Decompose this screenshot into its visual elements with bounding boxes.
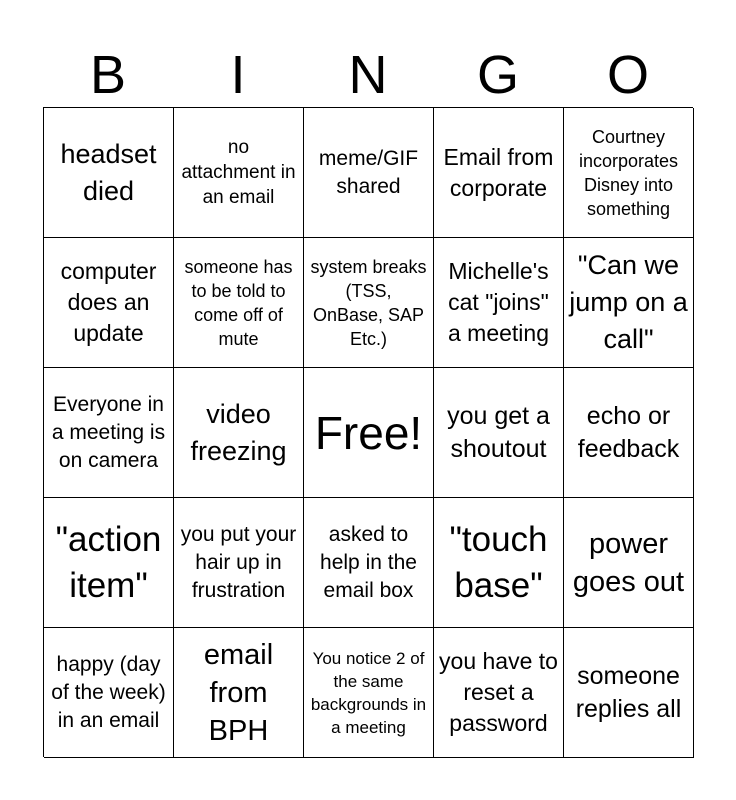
header-letter-o: O bbox=[606, 45, 649, 105]
cell-text: meme/GIF shared bbox=[318, 146, 419, 198]
free-space-text: Free! bbox=[314, 406, 423, 459]
cell-text: system breaks (TSS, OnBase, SAP Etc.) bbox=[310, 256, 427, 349]
header-letter-i: I bbox=[230, 45, 246, 105]
bingo-cell-b3[interactable] bbox=[44, 368, 174, 498]
cell-text: no attachment in an email bbox=[181, 137, 296, 208]
cell-text: "touch base" bbox=[449, 519, 548, 605]
bingo-cell-o2[interactable] bbox=[564, 238, 694, 368]
bingo-cell-i2[interactable] bbox=[174, 238, 304, 368]
header-letter-n: N bbox=[348, 45, 388, 105]
bingo-cell-g5[interactable] bbox=[434, 628, 564, 758]
cell-text: "action item" bbox=[55, 519, 162, 605]
bingo-cell-g2[interactable] bbox=[434, 238, 564, 368]
bingo-cell-g1[interactable] bbox=[434, 108, 564, 238]
cell-text: You notice 2 of the same backgrounds in a meeting bbox=[310, 648, 427, 737]
header-letter-g: G bbox=[476, 45, 519, 105]
bingo-cell-g4[interactable] bbox=[434, 498, 564, 628]
cell-text: Email from corporate bbox=[443, 143, 554, 201]
bingo-cell-b2[interactable] bbox=[44, 238, 174, 368]
cell-text: asked to help in the email box bbox=[320, 522, 417, 602]
cell-text: happy (day of the week) in an email bbox=[51, 652, 166, 732]
bingo-cell-n5[interactable] bbox=[304, 628, 434, 758]
cell-text: "Can we jump on a call" bbox=[569, 250, 688, 354]
bingo-cell-i3[interactable] bbox=[174, 368, 304, 498]
bingo-header bbox=[43, 44, 693, 106]
cell-text: Michelle's cat "joins" a meeting bbox=[447, 258, 549, 346]
bingo-cell-n2[interactable] bbox=[304, 238, 434, 368]
bingo-cell-o4[interactable] bbox=[564, 498, 694, 628]
cell-text: echo or feedback bbox=[577, 401, 680, 463]
bingo-cell-i5[interactable] bbox=[174, 628, 304, 758]
bingo-cell-free[interactable] bbox=[304, 368, 434, 498]
cell-text: computer does an update bbox=[60, 258, 157, 346]
cell-text: headset died bbox=[60, 138, 157, 206]
bingo-board bbox=[43, 107, 693, 757]
bingo-cell-n1[interactable] bbox=[304, 108, 434, 238]
bingo-cell-i4[interactable] bbox=[174, 498, 304, 628]
bingo-cell-o1[interactable] bbox=[564, 108, 694, 238]
cell-text: power goes out bbox=[572, 527, 685, 598]
cell-text: you get a shoutout bbox=[447, 401, 550, 463]
header-letter-b: B bbox=[89, 45, 127, 105]
bingo-cell-o5[interactable] bbox=[564, 628, 694, 758]
cell-text: Everyone in a meeting is on camera bbox=[51, 392, 166, 472]
bingo-cell-o3[interactable] bbox=[564, 368, 694, 498]
cell-text: you have to reset a password bbox=[439, 648, 558, 736]
cell-text: someone replies all bbox=[575, 661, 682, 723]
cell-text: Courtney incorporates Disney into something bbox=[578, 126, 679, 219]
cell-text: email from BPH bbox=[203, 638, 274, 747]
cell-text: you put your hair up in frustration bbox=[180, 522, 297, 602]
bingo-cell-b1[interactable] bbox=[44, 108, 174, 238]
cell-text: someone has to be told to come off of mute bbox=[184, 256, 293, 349]
bingo-cell-b5[interactable] bbox=[44, 628, 174, 758]
bingo-cell-i1[interactable] bbox=[174, 108, 304, 238]
bingo-cell-n4[interactable] bbox=[304, 498, 434, 628]
cell-text: video freezing bbox=[190, 398, 287, 466]
bingo-cell-g3[interactable] bbox=[434, 368, 564, 498]
bingo-cell-b4[interactable] bbox=[44, 498, 174, 628]
